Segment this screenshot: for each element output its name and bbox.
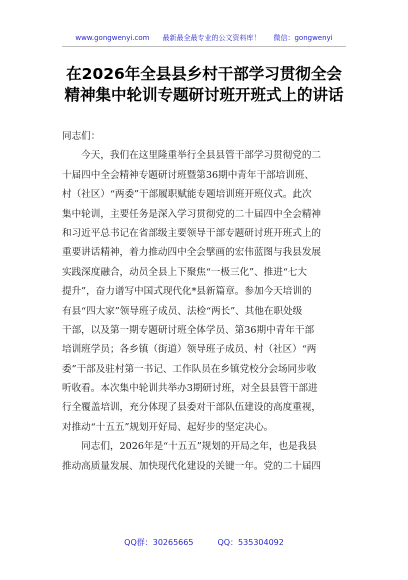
salutation: 同志们： (62, 131, 101, 142)
body-line: 推动高质量发展、加快现代化建设的关键一年。党的二十届四 (62, 460, 322, 472)
body-line: 对推动“十五五”规划开好局、起好步的坚定决心。 (62, 421, 274, 433)
document-body (62, 127, 346, 476)
body-line: 今天，我们在这里隆重举行全县县管干部学习贯彻党的二 (62, 150, 322, 162)
body-line: 有县“四大家”领导班子成员、法检“两长”、其他在职处级 (62, 305, 303, 317)
body-line: 重要讲话精神，着力推动四中全会擘画的宏伟蓝图与我县发展 (62, 247, 322, 259)
page-header (0, 33, 408, 43)
footer-qq: QQ：535304092 (217, 538, 284, 547)
body-line: 听收看。本次集中轮训共举办3期研讨班，对全县县管干部进 (62, 383, 318, 395)
body-line: 十届四中全会精神专题研讨班暨第36期中青年干部培训班、 (62, 169, 315, 181)
body-line: 实践深度融合，动员全县上下聚焦“一极三化”、推进“七大 (62, 266, 307, 278)
document-title (40, 64, 368, 106)
footer-qq-group: QQ群：30265665 (124, 538, 194, 547)
body-line: 同志们，2026年是“十五五”规划的开局之年，也是我县 (62, 441, 317, 453)
header-slogan: 最新最全最专业的公文资料库！ (162, 34, 261, 42)
body-line: 干部，以及第一期专题研讨班全体学员、第36期中青年干部 (62, 324, 315, 336)
title-line-1: 在2026年全县县乡村干部学习贯彻全会 (66, 65, 342, 83)
header-wechat: 微信：gongwenyi (273, 34, 333, 42)
body-line: 村（社区）“两委”干部履职赋能专题培训班开班仪式。此次 (62, 189, 312, 201)
body-line: 和习近平总书记在省部级主要领导干部专题研讨班开班式上的 (62, 227, 322, 239)
header-site-link[interactable]: www.gongwenyi.com (75, 34, 150, 42)
body-line: 委”干部及驻村第一书记、工作队员在乡镇党校分会场同步收 (62, 363, 317, 375)
body-line: 行全覆盖培训，充分体现了县委对干部队伍建设的高度重视， (62, 402, 322, 414)
body-line: 提升”，奋力谱写中国式现代化*县新篇章。参加今天培训的 (62, 286, 312, 298)
body-line: 集中轮训，主要任务是深入学习贯彻党的二十届四中全会精神 (62, 208, 322, 220)
page-footer (0, 537, 408, 548)
title-line-2: 精神集中轮训专题研讨班开班式上的讲话 (64, 86, 344, 104)
header-divider (62, 46, 346, 47)
body-line: 培训班学员；各乡镇（街道）领导班子成员、村（社区）“两 (62, 344, 317, 356)
